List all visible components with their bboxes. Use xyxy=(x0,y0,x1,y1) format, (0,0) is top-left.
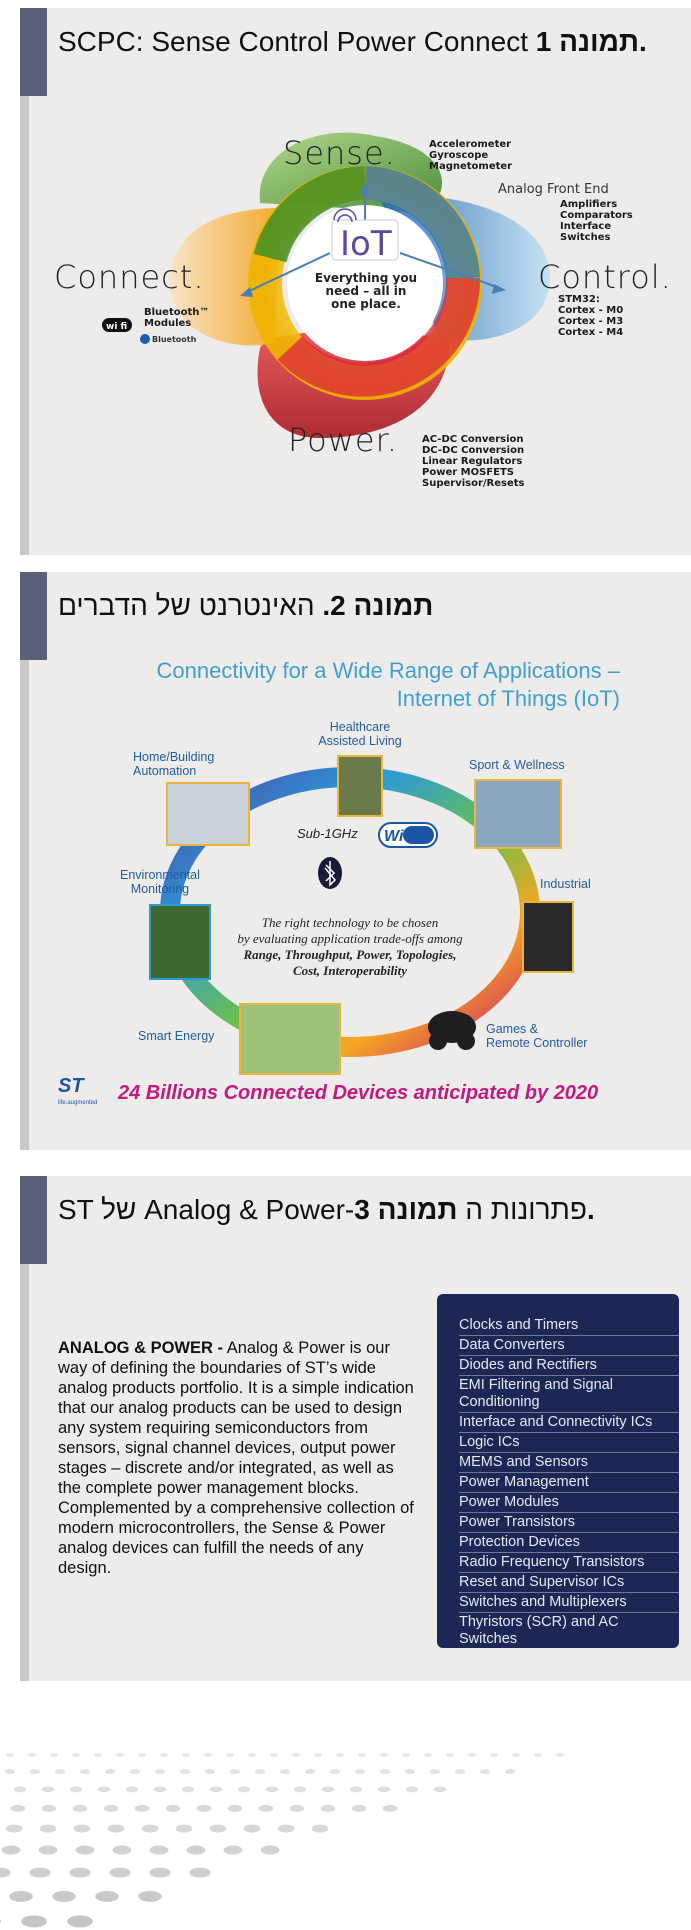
title-bold: תמונה 3. xyxy=(354,1194,595,1225)
sense-items: Accelerometer Gyroscope Magnetometer xyxy=(429,139,513,172)
title-text: SCPC: Sense Control Power Connect xyxy=(58,26,528,57)
st-tagline: life.augmented xyxy=(58,1100,98,1106)
billions-banner: 24 Billions Connected Devices anticipated by 2020 xyxy=(118,1082,599,1104)
smart-energy-label: Smart Energy xyxy=(138,1029,215,1043)
category-item[interactable]: Power Transistors xyxy=(459,1513,679,1533)
slide-figure-3 xyxy=(20,1176,691,1681)
industrial-photo xyxy=(523,902,573,972)
center-text: The right technology to be chosen by evaluating application trade-offs among Range, Throughput, Power, Topologies, Cost, Interoperability xyxy=(237,915,463,978)
sport-label: Sport & Wellness xyxy=(469,758,565,772)
environmental-photo xyxy=(150,905,210,979)
category-item[interactable]: Reset and Supervisor ICs xyxy=(459,1573,679,1593)
title-text: ST של Analog & Power-פתרונות ה xyxy=(58,1194,587,1225)
connect-items: Bluetooth™ Modules xyxy=(144,307,210,329)
analog-power-description xyxy=(58,1338,418,1578)
category-item[interactable]: Logic ICs xyxy=(459,1433,679,1453)
category-item[interactable]: Switches and Multiplexers xyxy=(459,1593,679,1613)
category-item[interactable]: Interface and Connectivity ICs xyxy=(459,1413,679,1433)
category-item[interactable]: Power Modules xyxy=(459,1493,679,1513)
sub1ghz-label: Sub-1GHz xyxy=(297,826,358,841)
slide-figure-1 xyxy=(20,8,691,555)
wifi-logo: Wi Fi xyxy=(384,828,423,845)
category-item[interactable]: MEMS and Sensors xyxy=(459,1453,679,1473)
power-label: Power. xyxy=(288,421,398,459)
healthcare-label: Healthcare Assisted Living xyxy=(318,720,402,748)
category-item[interactable]: Clocks and Timers xyxy=(459,1316,679,1336)
st-logo: ST xyxy=(58,1075,84,1097)
sport-photo xyxy=(475,780,561,848)
product-categories-list xyxy=(437,1294,679,1648)
iot-applications-ring xyxy=(20,572,691,1150)
category-item[interactable]: Power Management xyxy=(459,1473,679,1493)
iot-tagline: Everything you need – all in one place. xyxy=(314,271,418,311)
home-automation-photo xyxy=(167,783,249,845)
category-item[interactable]: Radio Frequency Transistors xyxy=(459,1553,679,1573)
home-automation-label: Home/Building Automation xyxy=(133,750,215,778)
control-label: Control. xyxy=(538,258,672,296)
afe-items: Amplifiers Comparators Interface Switches xyxy=(560,199,633,243)
connectivity-heading: Connectivity for a Wide Range of Applications – Internet of Things (IoT) xyxy=(156,658,620,711)
afe-label: Analog Front End xyxy=(498,182,609,197)
body-lead: ANALOG & POWER - xyxy=(58,1339,223,1357)
title-bold: תמונה 2. xyxy=(322,590,434,621)
category-item[interactable]: Thyristors (SCR) and AC Switches xyxy=(459,1614,619,1647)
decorative-dot-pattern xyxy=(0,1740,691,1930)
slide-figure-2 xyxy=(20,572,691,1150)
slide-accent-block xyxy=(20,1176,47,1264)
category-item[interactable]: Protection Devices xyxy=(459,1533,679,1553)
connect-label: Connect. xyxy=(54,258,205,296)
power-items: AC-DC Conversion DC-DC Conversion Linear Regulators Power MOSFETS Supervisor/Resets xyxy=(422,434,525,489)
iot-logo: IoT xyxy=(340,224,392,264)
slide-title xyxy=(58,1194,671,1226)
body-text: Analog & Power is our way of defining the boundaries of ST’s wide analog products portfolio. It is a simple indication that our analog products can be used to design any system requiring semiconductors from sensors, signal channel devices, output power stages – discrete and/or integrated, as well as the complete power management blocks. Complemented by a comprehensive collection of modern microcontrollers, the Sense & Power analog devices can fulfill the needs of any design. xyxy=(58,1339,414,1577)
industrial-label: Industrial xyxy=(540,877,591,891)
category-item[interactable]: Data Converters xyxy=(459,1336,679,1356)
games-label: Games & Remote Controller xyxy=(486,1022,588,1050)
wifi-logo: wi fi xyxy=(106,322,128,332)
title-text: האינטרנט של הדברים xyxy=(58,590,315,621)
healthcare-photo xyxy=(338,756,382,816)
sense-label: Sense. xyxy=(283,134,396,172)
title-bold: תמונה 1. xyxy=(535,26,647,57)
category-item[interactable]: EMI Filtering and Signal Conditioning xyxy=(459,1376,679,1413)
bluetooth-logo: Bluetooth xyxy=(152,335,197,344)
category-item[interactable]: Diodes and Rectifiers xyxy=(459,1356,679,1376)
smart-energy-photo xyxy=(240,1004,340,1074)
control-items: STM32: Cortex - M0 Cortex - M3 Cortex - M4 xyxy=(558,294,624,338)
environmental-label: Environmental Monitoring xyxy=(120,868,200,896)
